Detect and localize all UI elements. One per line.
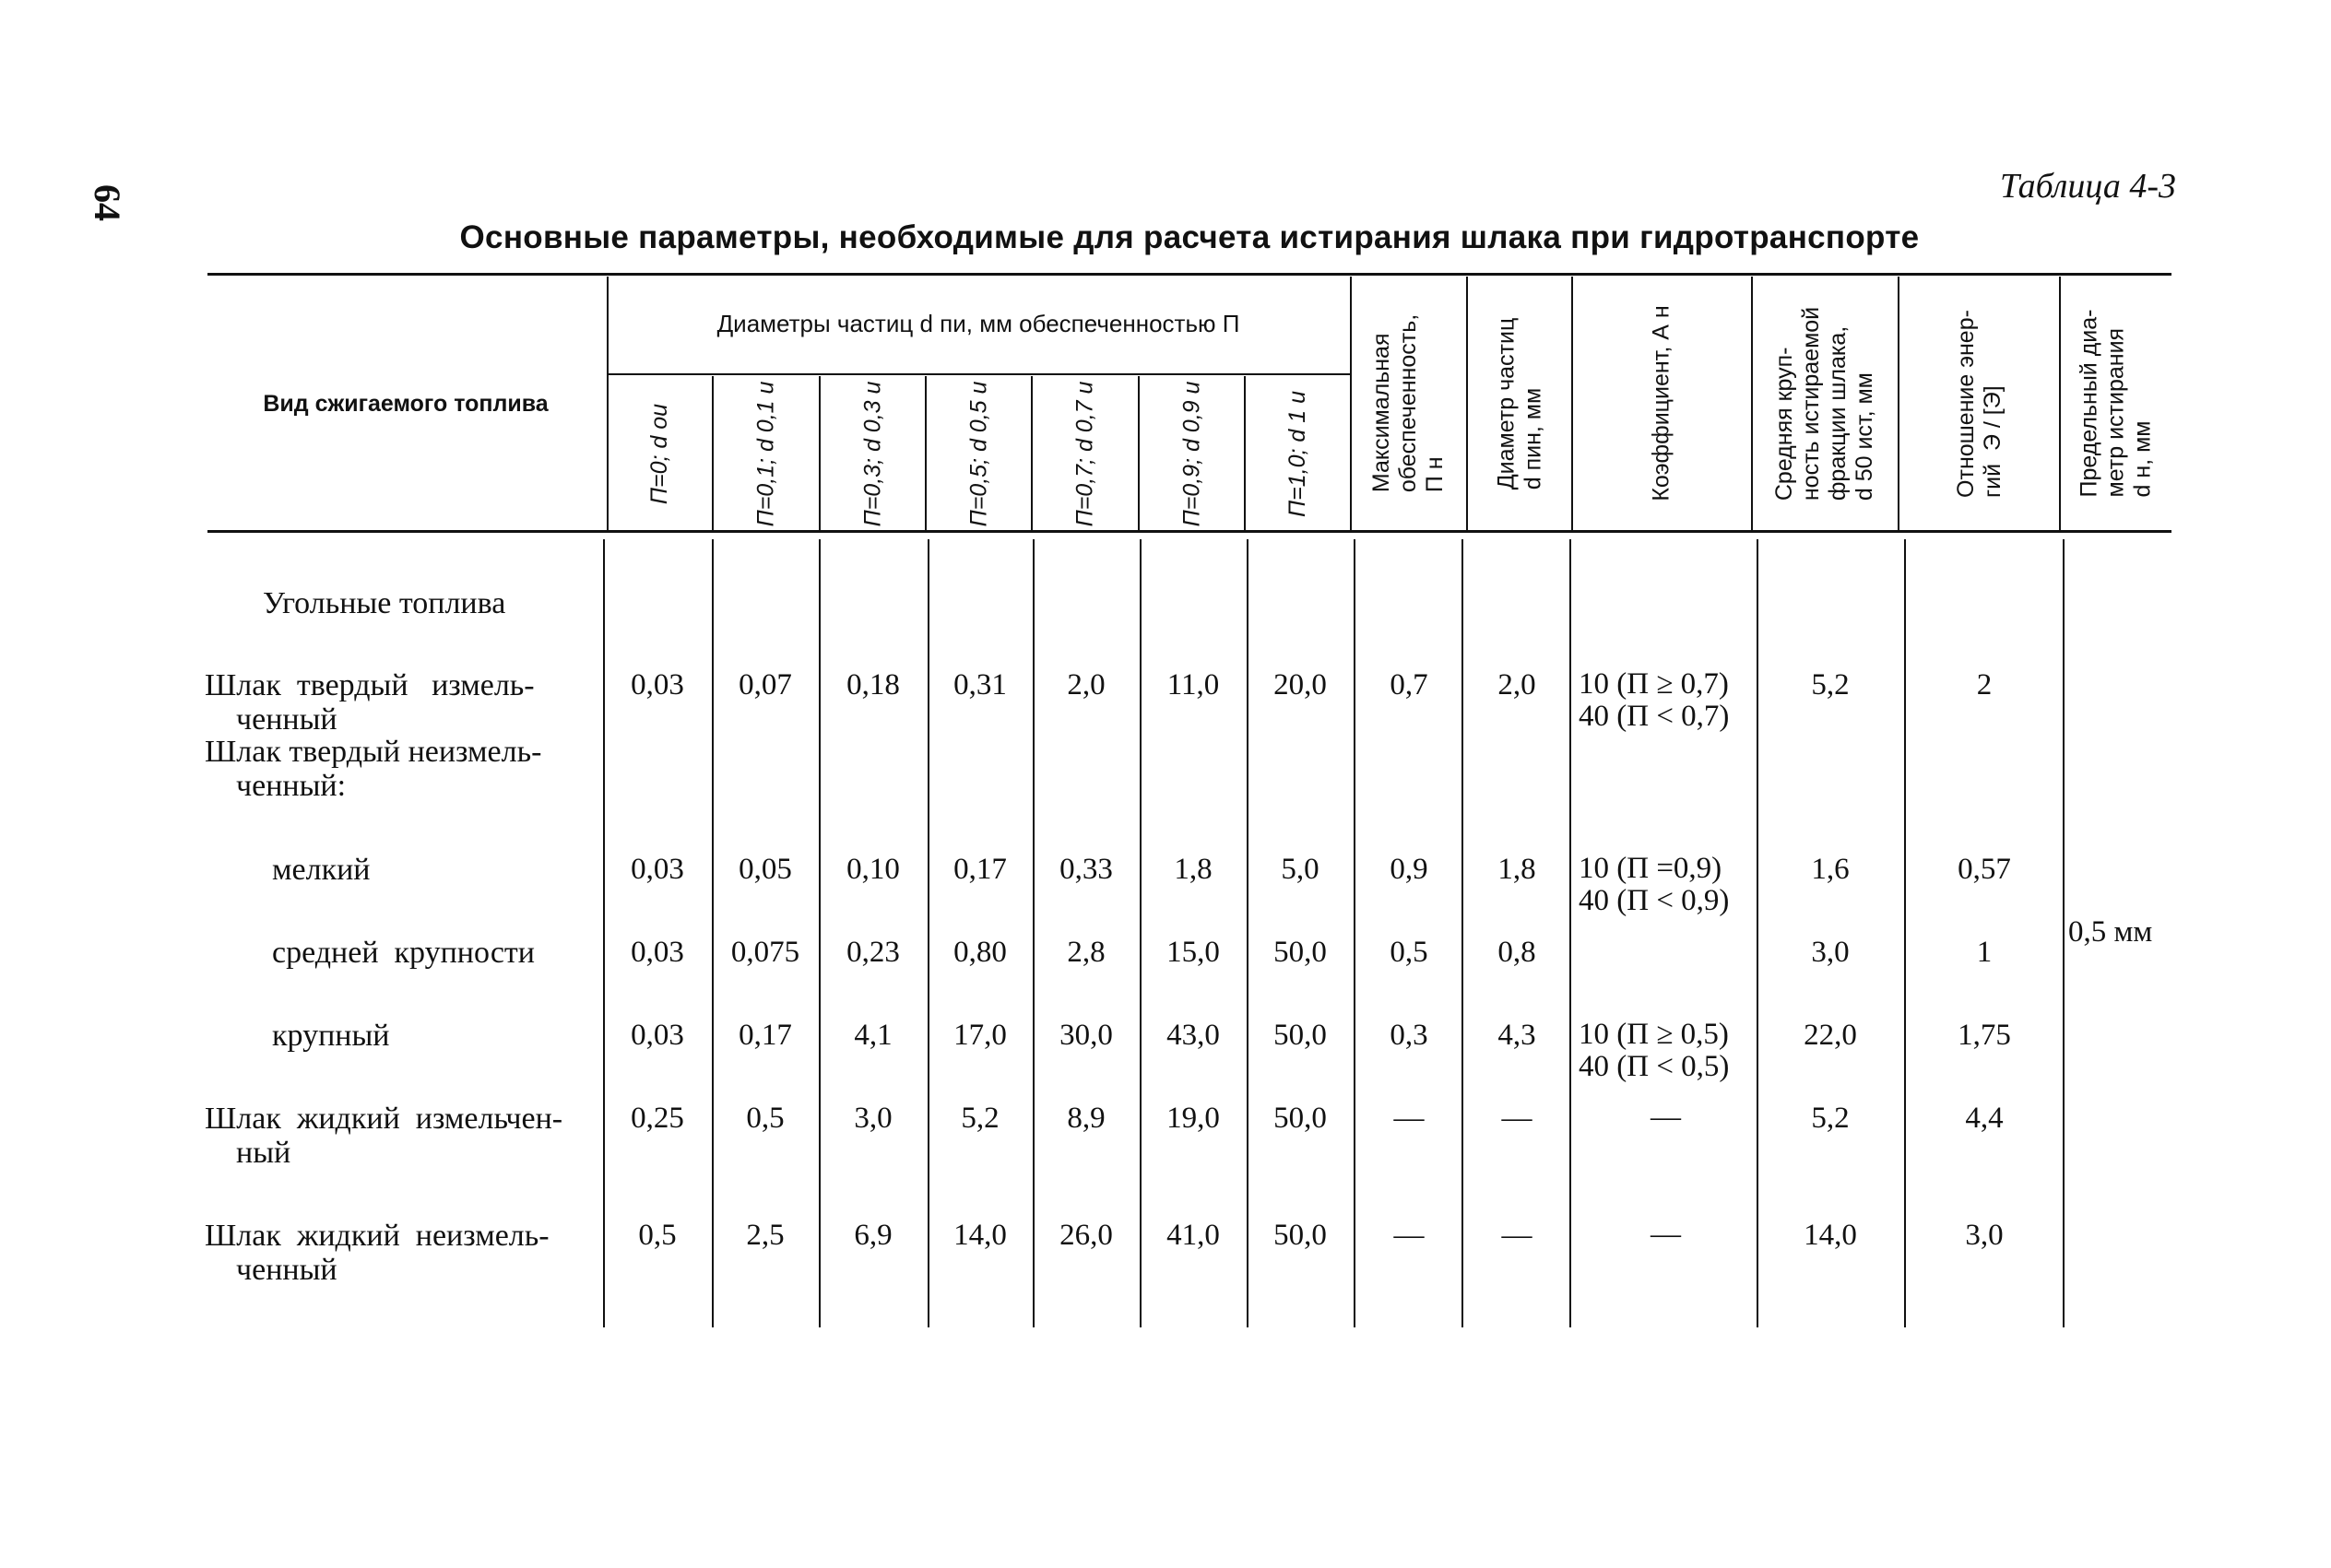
table-cell: 2,0 [1067, 668, 1106, 701]
table-cell: 15,0 [1166, 936, 1220, 969]
header-particle-diam: Диаметр частиц d пин, мм [1493, 317, 1545, 489]
header-avg-size: Средняя круп- ность истираемой фракции шлака, d 50 ист, мм [1771, 306, 1878, 501]
header-p0: П=0; d ои [646, 403, 673, 505]
table-cell: 3,0 [854, 1102, 893, 1135]
row-label: Шлак твердый неизмель- ченный: [205, 735, 542, 803]
table-cell: 0,5 [638, 1219, 677, 1252]
table-cell: 0,10 [846, 853, 900, 886]
table-cell: 0,25 [631, 1102, 684, 1135]
table-cell: 50,0 [1273, 1019, 1327, 1052]
table-cell-max-prob: 0,5 [1390, 936, 1428, 969]
table-top-rule [207, 273, 2171, 276]
table-cell: 0,18 [846, 668, 900, 701]
table-cell: 50,0 [1273, 936, 1327, 969]
table-cell: 6,9 [854, 1219, 893, 1252]
body-divider [1757, 539, 1758, 1327]
body-divider [1461, 539, 1463, 1327]
table-cell-coefficient: 10 (П =0,9) 40 (П < 0,9) [1579, 852, 1730, 917]
table-cell-max-prob: 0,3 [1390, 1019, 1428, 1052]
table-cell: 0,05 [739, 853, 792, 886]
body-divider [1033, 539, 1035, 1327]
table-cell: 0,23 [846, 936, 900, 969]
body-divider [1904, 539, 1906, 1327]
table-label: Таблица 4-3 [1999, 167, 2176, 206]
table-cell: 0,03 [631, 936, 684, 969]
table-cell: 0,07 [739, 668, 792, 701]
table-cell-max-prob: — [1393, 1219, 1425, 1252]
table-cell: 0,03 [631, 853, 684, 886]
table-cell-avg-size: 5,2 [1811, 1102, 1850, 1135]
table-cell-energy-ratio: 1,75 [1958, 1019, 2011, 1052]
table-cell: 5,2 [961, 1102, 1000, 1135]
table-cell: 14,0 [953, 1219, 1007, 1252]
header-limit-diam: Предельный диа- метр истирания d н, мм [2076, 309, 2156, 498]
table-cell: 1,8 [1174, 853, 1213, 886]
table-cell-energy-ratio: 1 [1976, 936, 1993, 969]
table-cell: 20,0 [1273, 668, 1327, 701]
table-cell: 0,33 [1059, 853, 1113, 886]
body-divider [1140, 539, 1142, 1327]
row-label: мелкий [272, 853, 371, 887]
table-cell-particle-diam: — [1501, 1219, 1532, 1252]
header-p05: П=0,5; d 0,5 и [965, 381, 991, 527]
table-cell: 50,0 [1273, 1102, 1327, 1135]
table-cell: 2,5 [746, 1219, 785, 1252]
table-cell-particle-diam: 2,0 [1497, 668, 1536, 701]
body-divider [819, 539, 821, 1327]
table-cell: 41,0 [1166, 1219, 1220, 1252]
table-cell-max-prob: 0,9 [1390, 853, 1428, 886]
table-cell-avg-size: 5,2 [1811, 668, 1850, 701]
table-cell-particle-diam: 1,8 [1497, 853, 1536, 886]
row-label: Шлак жидкий неизмель- ченный [205, 1219, 550, 1287]
table-cell: 2,8 [1067, 936, 1106, 969]
body-divider [2063, 539, 2065, 1327]
table-cell-max-prob: 0,7 [1390, 668, 1428, 701]
body-divider [603, 539, 605, 1327]
header-coefficient: Коэффициент, А н [1649, 305, 1675, 501]
table-cell: 0,17 [739, 1019, 792, 1052]
table-cell: 0,17 [953, 853, 1007, 886]
table-cell: 0,03 [631, 668, 684, 701]
body-divider [1569, 539, 1571, 1327]
table-cell: 0,075 [730, 936, 800, 969]
table-cell: 0,03 [631, 1019, 684, 1052]
table-cell-particle-diam: — [1501, 1102, 1532, 1135]
header-max-prob: Максимальная обеспеченность, П н [1368, 313, 1449, 493]
table-cell: 0,31 [953, 668, 1007, 701]
table-cell-coefficient: 10 (П ≥ 0,7) 40 (П < 0,7) [1579, 667, 1730, 733]
header-p01: П=0,1; d 0,1 и [752, 381, 779, 527]
section-heading: Угольные топлива [263, 586, 506, 620]
row-label: Шлак твердый измель- ченный [205, 668, 535, 737]
table-cell-avg-size: 1,6 [1811, 853, 1850, 886]
table-cell: 19,0 [1166, 1102, 1220, 1135]
header-p03: П=0,3; d 0,3 и [859, 381, 885, 527]
table-cell-coefficient: — [1651, 1218, 1681, 1251]
table-cell: 43,0 [1166, 1019, 1220, 1052]
table-cell-coefficient: — [1651, 1101, 1681, 1134]
body-divider [712, 539, 714, 1327]
table-cell-avg-size: 14,0 [1804, 1219, 1857, 1252]
row-label: крупный [272, 1019, 390, 1053]
group-header-rule [607, 373, 1350, 375]
table-cell: 30,0 [1059, 1019, 1113, 1052]
table-cell-avg-size: 3,0 [1811, 936, 1850, 969]
header-bottom-rule [207, 530, 2171, 533]
table-cell: 50,0 [1273, 1219, 1327, 1252]
table-cell-energy-ratio: 2 [1976, 668, 1993, 701]
table-cell: 8,9 [1067, 1102, 1106, 1135]
body-divider [1247, 539, 1248, 1327]
header-p10: П=1,0; d 1 и [1284, 391, 1310, 517]
table-cell: 26,0 [1059, 1219, 1113, 1252]
row-label: Шлак жидкий измельчен- ный [205, 1102, 563, 1170]
table-cell: 11,0 [1166, 668, 1220, 701]
row-label: средней крупности [272, 936, 535, 970]
table-cell-max-prob: — [1393, 1102, 1425, 1135]
limit-value: 0,5 мм [2068, 915, 2153, 949]
table-cell-particle-diam: 4,3 [1497, 1019, 1536, 1052]
table-cell: 4,1 [854, 1019, 893, 1052]
table-cell-energy-ratio: 4,4 [1965, 1102, 2004, 1135]
table-cell: 5,0 [1281, 853, 1319, 886]
table-cell: 0,5 [746, 1102, 785, 1135]
header-diameters-group: Диаметры частиц d пи, мм обеспеченностью П [716, 310, 1240, 337]
body-divider [928, 539, 929, 1327]
table-cell-energy-ratio: 0,57 [1958, 853, 2011, 886]
table-cell-coefficient: 10 (П ≥ 0,5) 40 (П < 0,5) [1579, 1018, 1730, 1083]
table-title: Основные параметры, необходимые для расчета истирания шлака при гидротранспорте [459, 219, 1920, 255]
header-p07: П=0,7; d 0,7 и [1071, 381, 1098, 527]
table-cell-avg-size: 22,0 [1804, 1019, 1857, 1052]
table-cell: 17,0 [953, 1019, 1007, 1052]
table-cell-energy-ratio: 3,0 [1965, 1219, 2004, 1252]
body-divider [1354, 539, 1355, 1327]
page-number: 64 [87, 184, 128, 221]
header-energy-ratio: Отношение энер- гий Э / [Э] [1952, 309, 2006, 498]
header-fuel-type: Вид сжигаемого топлива [263, 391, 549, 417]
table-cell-particle-diam: 0,8 [1497, 936, 1536, 969]
table-cell: 0,80 [953, 936, 1007, 969]
header-p09: П=0,9; d 0,9 и [1178, 381, 1204, 527]
